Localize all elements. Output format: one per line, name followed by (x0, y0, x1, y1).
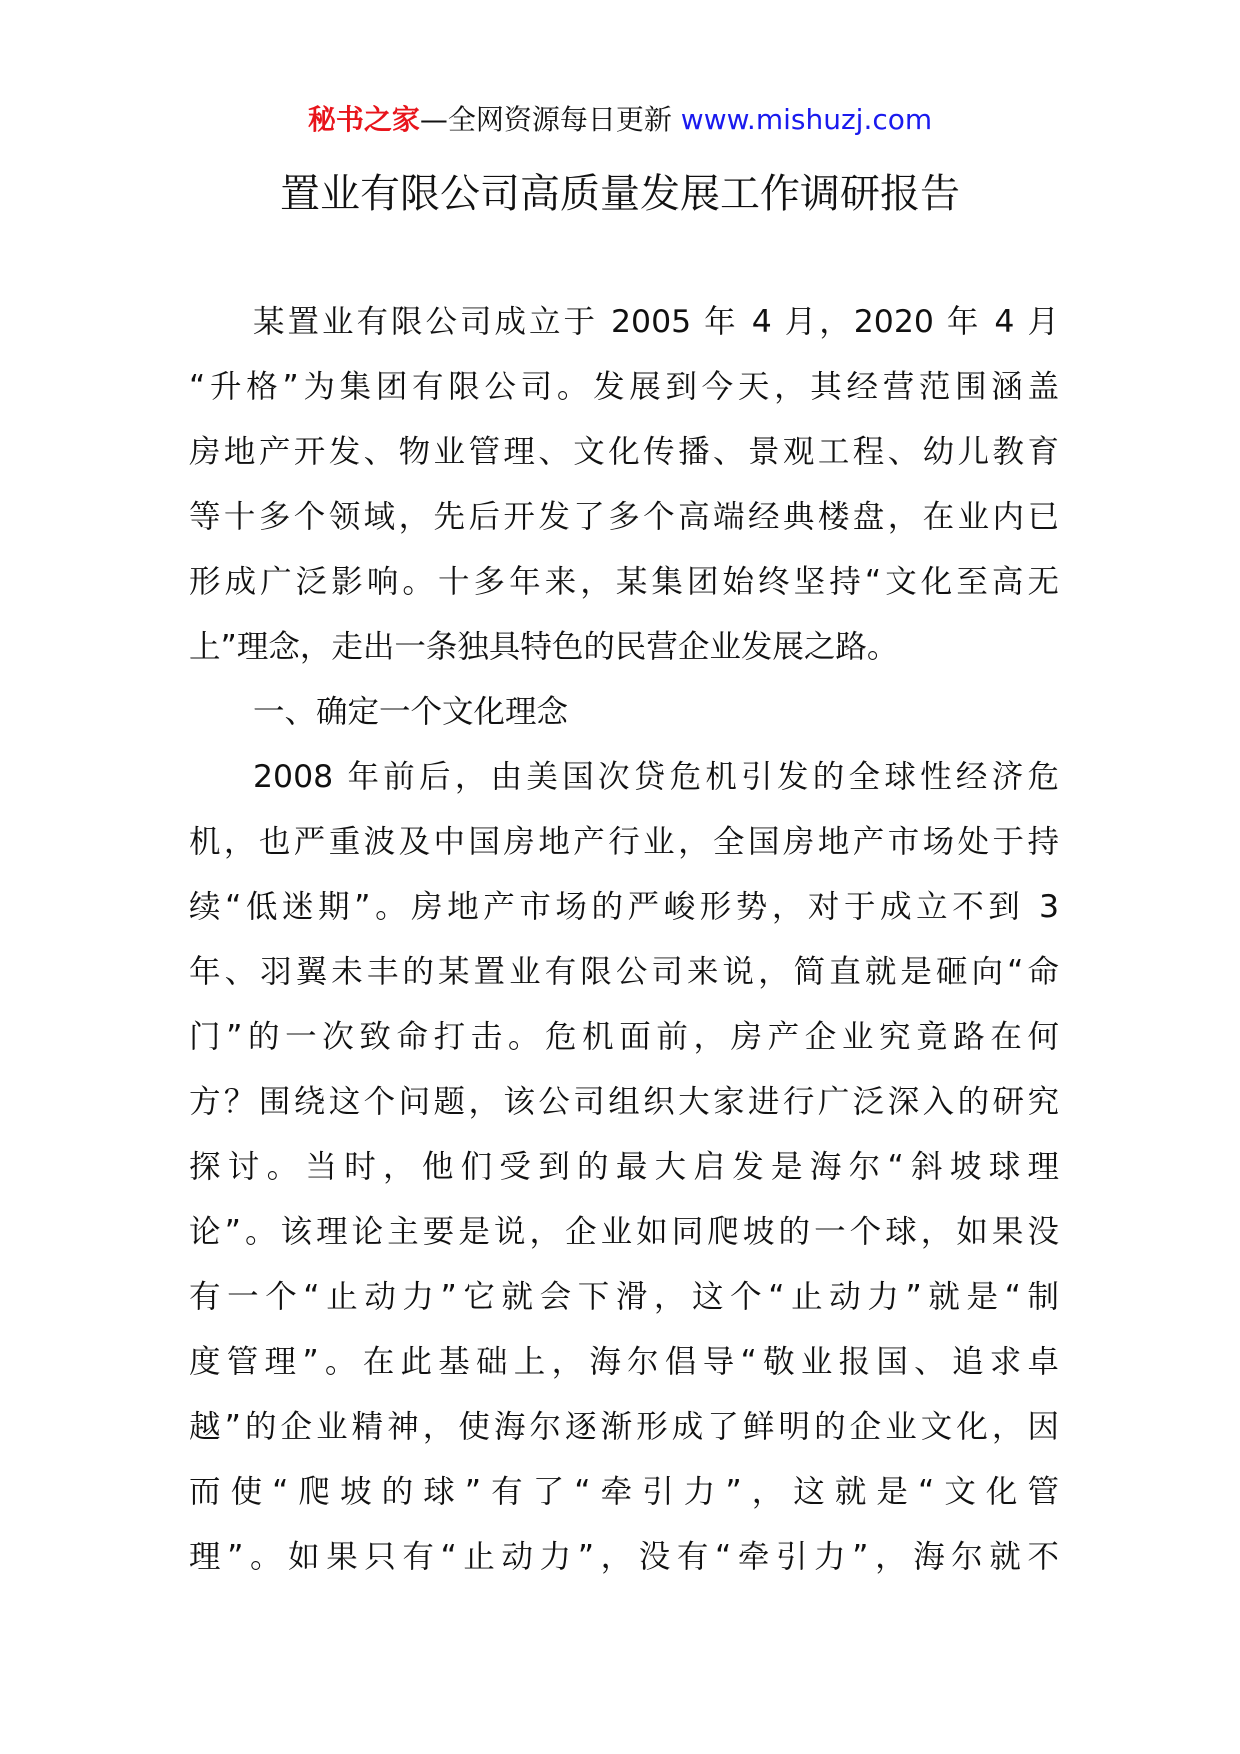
body-line: 房地产开发、物业管理、文化传播、景观工程、幼儿教育 (189, 434, 1059, 470)
body-line: 2008 年前后，由美国次贷危机引发的全球性经济危 (253, 759, 1059, 795)
body-line: 门”的一次致命打击。危机面前，房产企业究竟路在何 (189, 1019, 1059, 1055)
body-line: 某置业有限公司成立于 2005 年 4 月，2020 年 4 月 (253, 304, 1059, 340)
body-line: 年、羽翼未丰的某置业有限公司来说，简直就是砸向“命 (189, 954, 1059, 990)
body-line: 度管理”。在此基础上，海尔倡导“敬业报国、追求卓 (189, 1344, 1059, 1380)
body-line: 探讨。当时，他们受到的最大启发是海尔“斜坡球理 (189, 1149, 1059, 1185)
body-line: 等十多个领域，先后开发了多个高端经典楼盘，在业内已 (189, 499, 1059, 535)
section-heading: 一、确定一个文化理念 (253, 694, 569, 730)
body-line: 论”。该理论主要是说，企业如同爬坡的一个球，如果没 (189, 1214, 1059, 1250)
body-line: 形成广泛影响。十多年来，某集团始终坚持“文化至高无 (189, 564, 1059, 600)
body-line: 上”理念，走出一条独具特色的民营企业发展之路。 (189, 629, 899, 665)
body-line: 机，也严重波及中国房地产行业，全国房地产市场处于持 (189, 824, 1059, 860)
site-url[interactable]: www.mishuzj.com (680, 103, 933, 136)
body-line: 越”的企业精神，使海尔逐渐形成了鲜明的企业文化，因 (189, 1409, 1059, 1445)
body-line: 有一个“止动力”它就会下滑，这个“止动力”就是“制 (189, 1279, 1059, 1315)
body-line: 而使“爬坡的球”有了“牵引力”，这就是“文化管 (189, 1474, 1059, 1510)
document-title: 置业有限公司高质量发展工作调研报告 (280, 171, 960, 217)
body-line: 理”。如果只有“止动力”，没有“牵引力”，海尔就不 (189, 1539, 1059, 1575)
header-slogan: —全网资源每日更新 (419, 103, 672, 136)
body-line: 方？围绕这个问题，该公司组织大家进行广泛深入的研究 (189, 1084, 1059, 1120)
body-line: “升格”为集团有限公司。发展到今天，其经营范围涵盖 (189, 369, 1059, 405)
document-body (189, 290, 1059, 1590)
body-line: 续“低迷期”。房地产市场的严峻形势，对于成立不到 3 (189, 889, 1059, 925)
site-header (0, 100, 1240, 140)
brand-name: 秘书之家 (307, 103, 420, 136)
